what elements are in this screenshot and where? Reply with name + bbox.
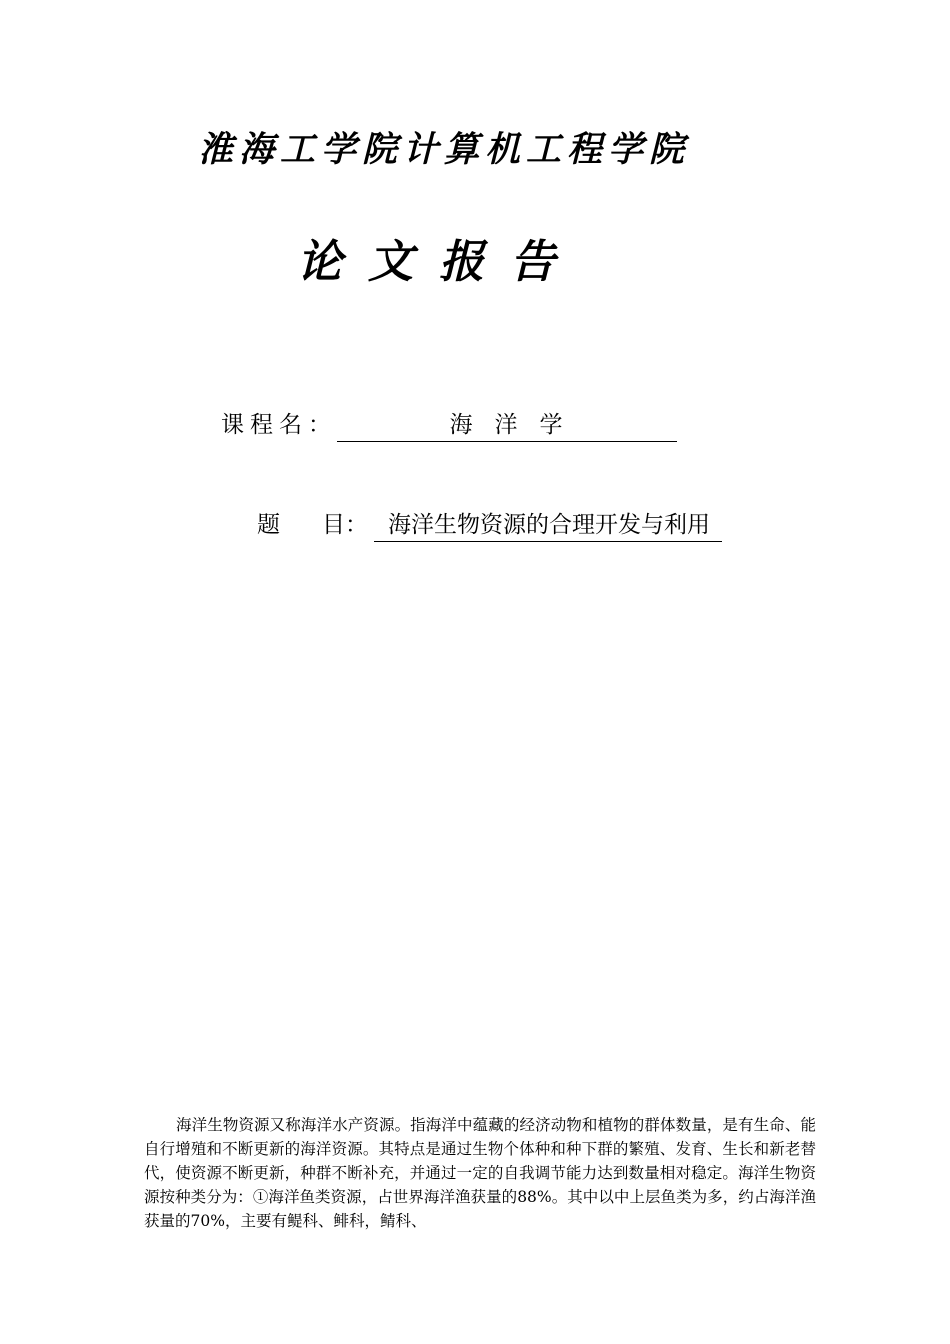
body-paragraph: 海洋生物资源又称海洋水产资源。指海洋中蕴藏的经济动物和植物的群体数量，是有生命、能自行增殖和不断更新的海洋资源。其特点是通过生物个体种和种下群的繁殖、发育、生长和新老替代，使资源不断更新，种群不断补充，并通过一定的自我调节能力达到数量相对稳定。海洋生物资源按种类分为：①海洋鱼类资源，占世界海洋渔获量的88%。其中以中上层鱼类为多，约占海洋渔获量的70%，主要有鳀科、鲱科，鲭科、	[144, 1115, 816, 1230]
course-field	[221, 408, 677, 442]
college-name: 淮海工学院计算机工程学院	[197, 129, 690, 170]
topic-label-first: 题	[257, 512, 280, 538]
course-value: 海洋学	[337, 409, 677, 442]
topic-value: 海洋生物资源的合理开发与利用	[374, 509, 722, 542]
topic-field	[257, 508, 722, 542]
topic-label-second: 目：	[322, 512, 368, 538]
course-label: 课程名：	[221, 412, 337, 438]
report-title: 论文报告	[296, 235, 581, 288]
